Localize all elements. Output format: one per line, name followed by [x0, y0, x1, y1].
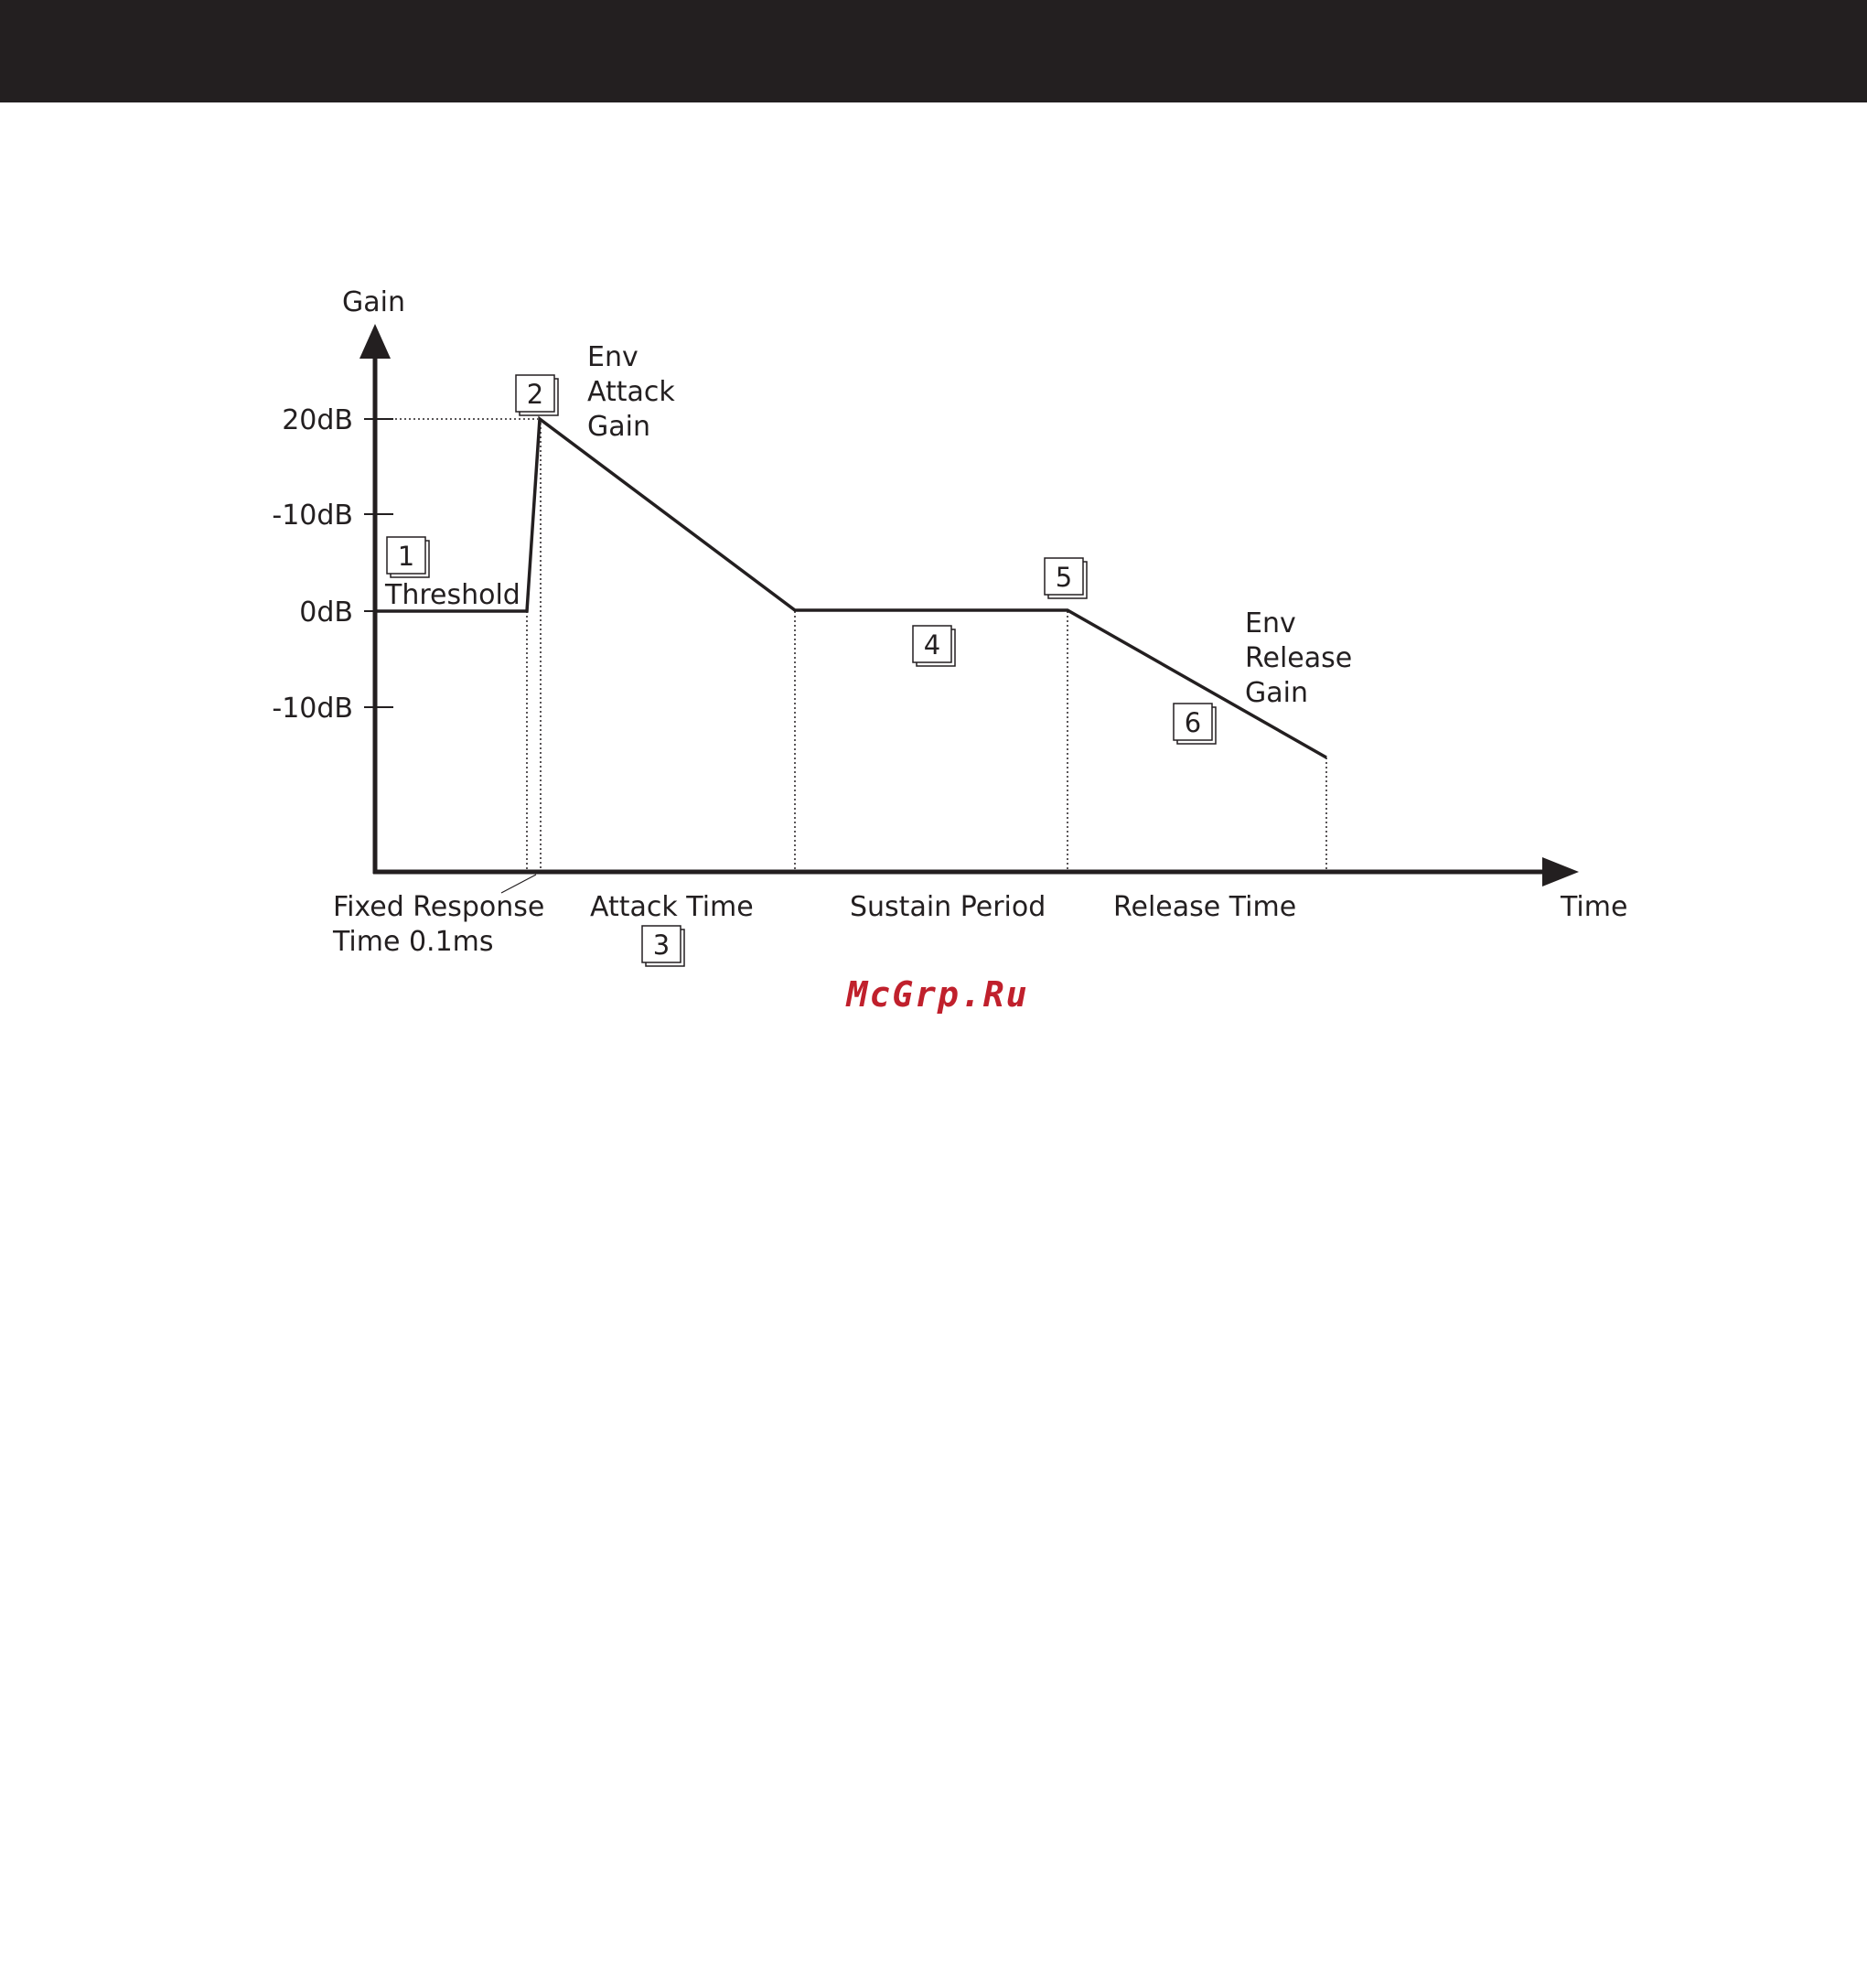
- env-attack-gain-line-3: Gain: [587, 411, 650, 443]
- box-3-number: 3: [652, 930, 671, 961]
- y-tick-label-0db: 0dB: [299, 596, 353, 629]
- box-2: [516, 375, 558, 415]
- watermark-text: McGrp.Ru: [846, 974, 1029, 1015]
- box-5-number: 5: [1055, 562, 1073, 593]
- fixed-response-line-2: Time 0.1ms: [333, 926, 494, 958]
- x-axis-label: Time: [1561, 891, 1628, 923]
- fixed-response-leader-line: [501, 875, 536, 893]
- sustain-period-label: Sustain Period: [850, 891, 1046, 923]
- box-6: [1174, 704, 1216, 744]
- threshold-label: Threshold: [385, 579, 520, 611]
- y-tick-label-20db: 20dB: [282, 404, 353, 436]
- y-axis-label: Gain: [342, 286, 405, 318]
- box-4: [913, 626, 955, 666]
- env-release-gain-line-2: Release: [1245, 642, 1353, 674]
- fixed-response-line-1: Fixed Response: [333, 891, 545, 923]
- env-release-gain-line-1: Env: [1245, 607, 1296, 639]
- y-tick-label-minus10db-lower: -10dB: [272, 693, 353, 725]
- x-axis-arrowhead: [1542, 857, 1579, 887]
- box-1-number: 1: [397, 541, 415, 572]
- release-time-label: Release Time: [1113, 891, 1297, 923]
- y-tick-label-minus10db-upper: -10dB: [272, 500, 353, 532]
- y-axis-arrowhead: [359, 324, 391, 359]
- box-5: [1045, 558, 1087, 598]
- env-release-gain-line-3: Gain: [1245, 677, 1308, 709]
- box-3: [642, 926, 684, 966]
- box-1: [387, 537, 429, 577]
- attack-time-label: Attack Time: [590, 891, 754, 923]
- env-attack-gain-line-1: Env: [587, 341, 638, 373]
- box-2-number: 2: [526, 379, 544, 410]
- box-6-number: 6: [1184, 707, 1202, 738]
- env-attack-gain-line-2: Attack: [587, 376, 675, 408]
- box-4-number: 4: [923, 629, 941, 661]
